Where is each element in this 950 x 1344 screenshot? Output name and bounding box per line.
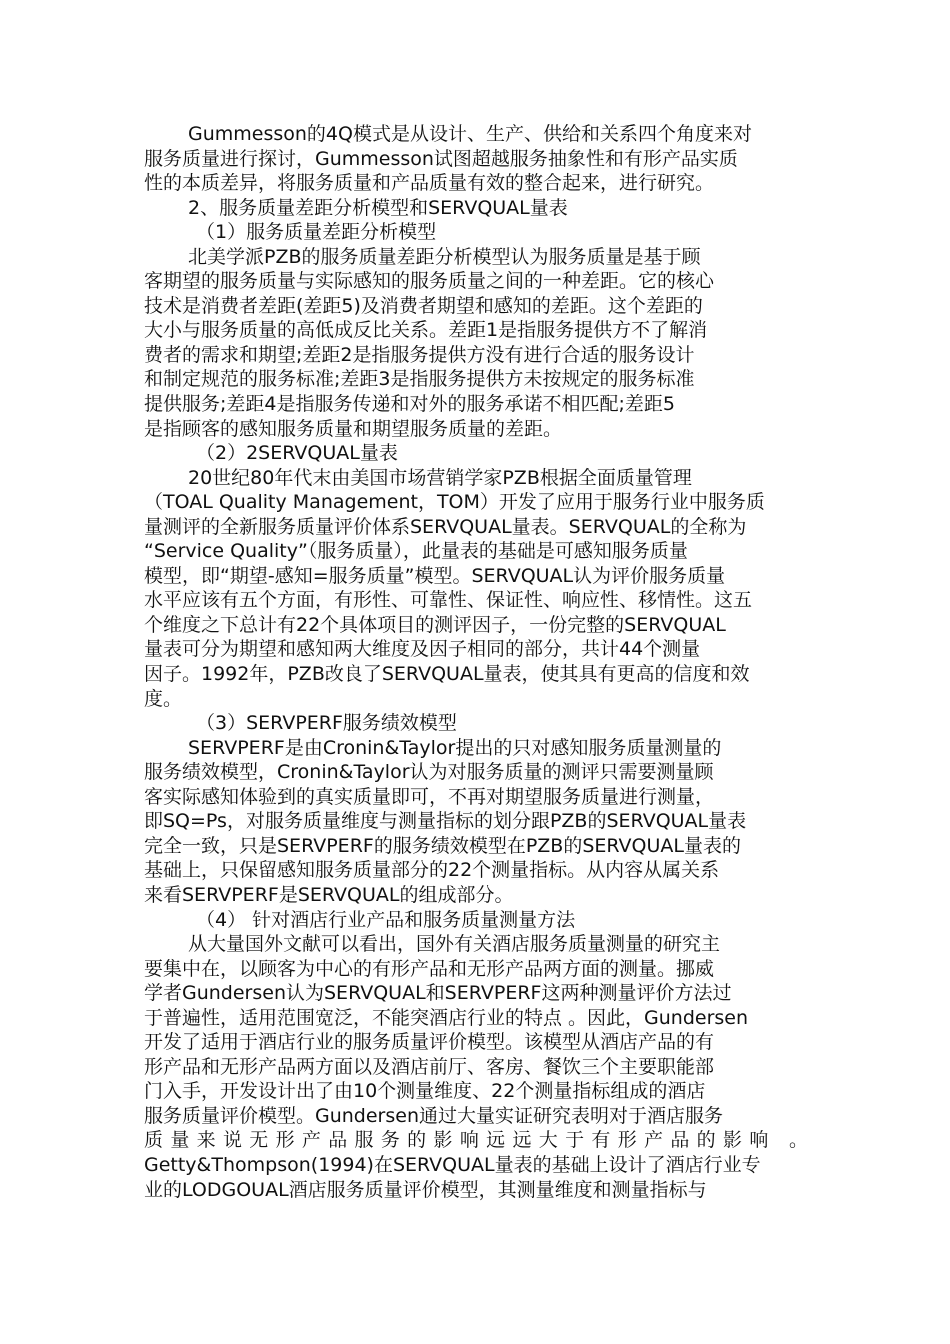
text-line: 服务质量进行探讨，Gummesson试图超越服务抽象性和有形产品实质 [144,147,738,170]
text-line: 性的本质差异，将服务质量和产品质量有效的整合起来，进行研究。 [144,172,715,195]
text-line: 学者Gundersen认为SERVQUAL和SERVPERF这两种测量评价方法过 [144,982,732,1005]
text-line: 服务绩效模型，Cronin&Taylor认为对服务质量的测评只需要测量顾 [144,761,714,784]
text-line: 水平应该有五个方面，有形性、可靠性、保证性、响应性、移情性。这五 [144,589,753,612]
text-line: Getty&Thompson(1994)在SERVQUAL量表的基础上设计了酒店行业专 [144,1153,761,1176]
text-line: 客实际感知体验到的真实质量即可，不再对期望服务质量进行测量， [144,785,715,808]
text-line: 门入手，开发设计出了由10个测量维度、22个测量指标组成的酒店 [144,1080,706,1103]
text-line: 个维度之下总计有22个具体项目的测评因子，一份完整的SERVQUAL [144,613,726,636]
text-line: （4） 针对酒店行业产品和服务质量测量方法 [196,908,576,931]
text-line: 基础上，只保留感知服务质量部分的22个测量指标。从内容从属关系 [144,859,720,882]
text-line: （1）服务质量差距分析模型 [196,221,437,244]
text-line: 来看SERVPERF是SERVQUAL的组成部分。 [144,883,514,906]
text-line: 开发了适用于酒店行业的服务质量评价模型。该模型从酒店产品的有 [144,1031,715,1054]
text-line: SERVPERF是由Cronin&Taylor提出的只对感知服务质量测量的 [188,736,722,759]
text-line: （TOAL Quality Management，TOM）开发了应用于服务行业中服务质 [144,491,765,514]
text-line: 技术是消费者差距(差距5)及消费者期望和感知的差距。这个差距的 [144,294,703,317]
text-line: 和制定规范的服务标准;差距3是指服务提供方未按规定的服务标准 [144,368,695,391]
text-line: （3）SERVPERF服务绩效模型 [196,712,457,735]
text-line: 要集中在，以顾客为中心的有形产品和无形产品两方面的测量。挪威 [144,957,715,980]
text-line: 业的LODGOUAL酒店服务质量评价模型，其测量维度和测量指标与 [144,1178,707,1201]
text-line: 于普遍性，适用范围宽泛，不能突酒店行业的特点 。因此，Gundersen [144,1006,749,1029]
text-line: 从大量国外文献可以看出，国外有关酒店服务质量测量的研究主 [188,933,721,956]
text-line: Gummesson的4Q模式是从设计、生产、供给和关系四个角度来对 [188,123,752,145]
text-line: 大小与服务质量的高低成反比关系。差距1是指服务提供方不了解消 [144,319,708,342]
text-line: 质量来说无形产品服务的影响远远大于有形产品的影响 。 [144,1129,808,1152]
text-line: （2）2SERVQUAL量表 [196,442,398,465]
text-line: 量表可分为期望和感知两大维度及因子相同的部分，共计44个测量 [144,638,701,661]
text-line: 模型，即“期望-感知=服务质量”模型。SERVQUAL认为评价服务质量 [144,564,726,587]
text-line: 即SQ=Ps，对服务质量维度与测量指标的划分跟PZB的SERVQUAL量表 [144,810,747,833]
document-body [144,122,808,1202]
text-line: 2、服务质量差距分析模型和SERVQUAL量表 [188,196,568,219]
text-line: 形产品和无形产品两方面以及酒店前厅、客房、餐饮三个主要职能部 [144,1055,715,1078]
text-line: 服务质量评价模型。Gundersen通过大量实证研究表明对于酒店服务 [144,1104,724,1127]
text-line: 北美学派PZB的服务质量差距分析模型认为服务质量是基于顾 [188,245,701,268]
text-line: 20世纪80年代末由美国市场营销学家PZB根据全面质量管理 [188,466,692,489]
text-line: 是指顾客的感知服务质量和期望服务质量的差距。 [144,417,563,440]
text-line: 费者的需求和期望;差距2是指服务提供方没有进行合适的服务设计 [144,343,695,366]
text-line: 因子。1992年，PZB改良了SERVQUAL量表，使其具有更高的信度和效 [144,663,750,686]
text-line: 量测评的全新服务质量评价体系SERVQUAL量表。SERVQUAL的全称为 [144,515,747,538]
text-line: 提供服务;差距4是指服务传递和对外的服务承诺不相匹配;差距5 [144,393,675,416]
text-line: 完全一致，只是SERVPERF的服务绩效模型在PZB的SERVQUAL量表的 [144,834,741,857]
text-line: 客期望的服务质量与实际感知的服务质量之间的一种差距。它的核心 [144,270,715,293]
text-line: “Service Quality”（服务质量），此量表的基础是可感知服务质量 [144,540,688,563]
text-line: 度。 [144,687,183,710]
